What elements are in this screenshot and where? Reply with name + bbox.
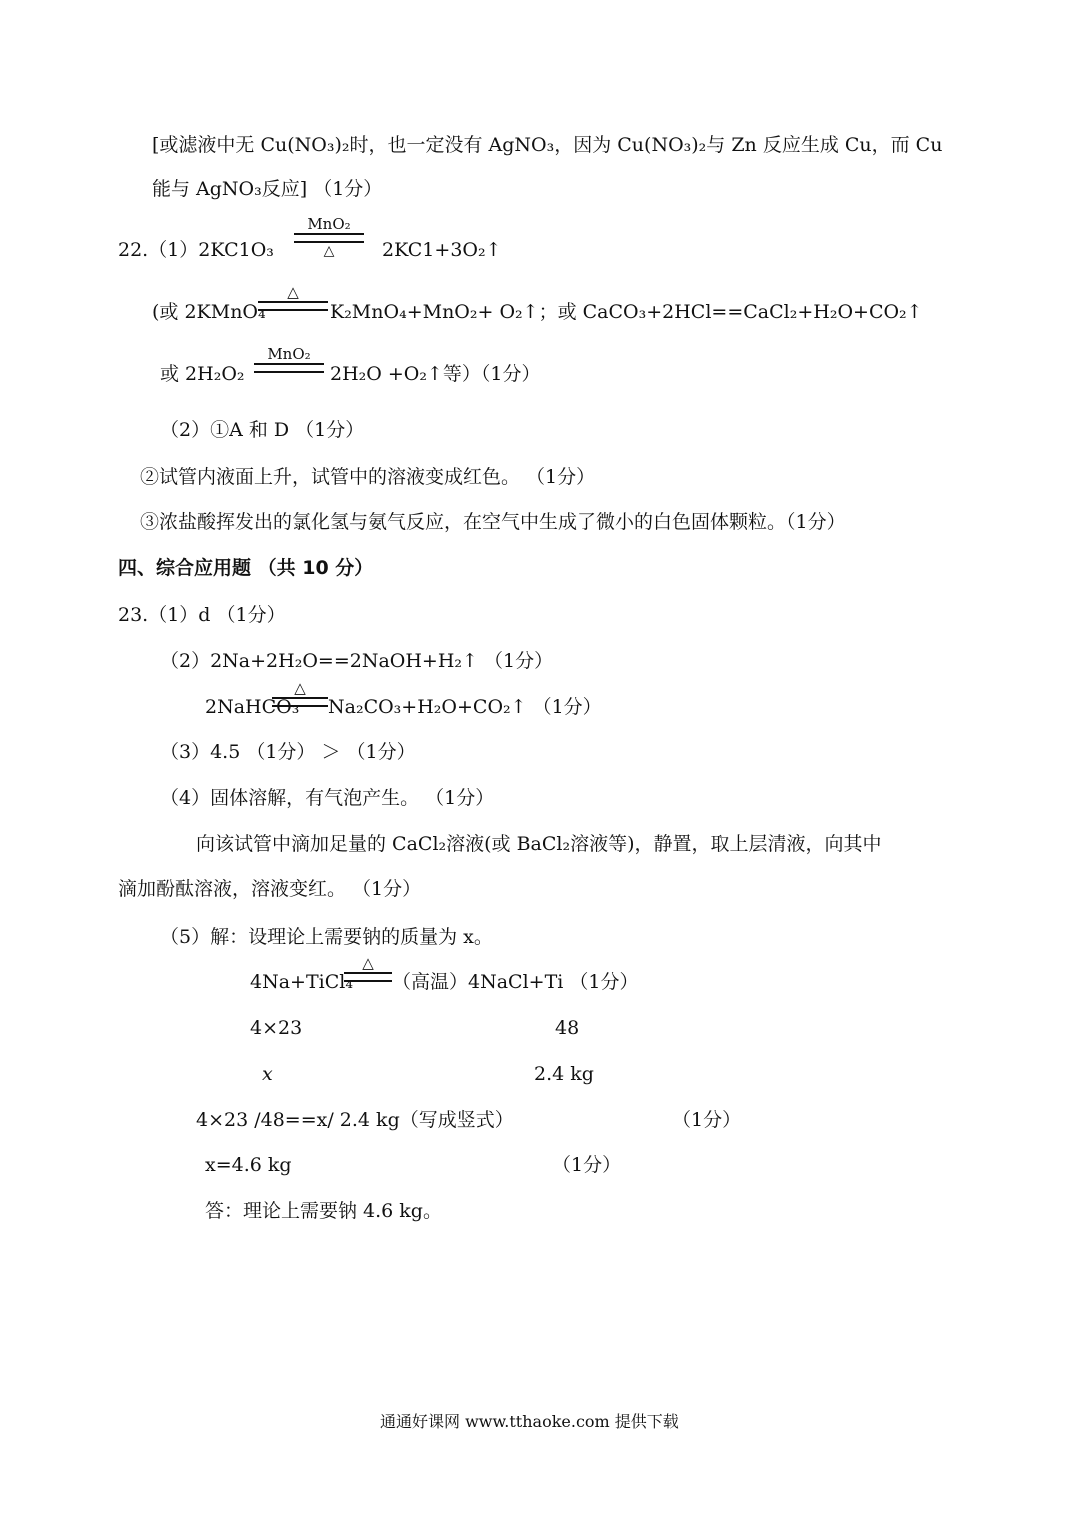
q23-5-result-score: （1分） bbox=[552, 1154, 622, 1176]
condition-mno2-heat-1 bbox=[294, 216, 364, 259]
q23-5-known: 2.4 kg bbox=[534, 1063, 594, 1085]
mno2-label: MnO₂ bbox=[307, 215, 351, 233]
q22-alt1-left: (或 2KMnO₄ bbox=[152, 301, 266, 323]
q23-5-ratio-b: 48 bbox=[555, 1017, 580, 1039]
equal-bars bbox=[344, 972, 392, 982]
q23-5-result: x=4.6 kg bbox=[205, 1154, 292, 1176]
q23-2a: （2）2Na+2H₂O==2NaOH+H₂↑ （1分） bbox=[160, 650, 554, 672]
q23-5-eq-left: 4Na+TiCl₄ bbox=[250, 971, 353, 993]
condition-heat-3 bbox=[344, 955, 392, 982]
q23-5-unknown: x bbox=[262, 1063, 273, 1085]
q23-5: （5）解：设理论上需要钠的质量为 x。 bbox=[160, 926, 493, 948]
delta-label: △ bbox=[362, 954, 374, 972]
q23-5-proportion: 4×23 /48==x/ 2.4 kg（写成竖式） bbox=[196, 1109, 514, 1131]
delta-label: △ bbox=[287, 283, 299, 301]
q23-5-proportion-score: （1分） bbox=[672, 1109, 742, 1131]
section-four-heading: 四、综合应用题 （共 10 分） bbox=[118, 557, 374, 579]
q23-1: 23.（1）d （1分） bbox=[118, 604, 286, 626]
q22-alt2-left: 或 2H₂O₂ bbox=[160, 363, 245, 385]
q22-1-right: 2KC1+3O₂↑ bbox=[382, 239, 502, 261]
line-filtrate-note-cont: 能与 AgNO₃反应] （1分） bbox=[152, 178, 383, 200]
mno2-label: MnO₂ bbox=[267, 345, 311, 363]
equal-bars bbox=[272, 697, 328, 707]
q22-alt2-right: 2H₂O +O₂↑等）（1分） bbox=[330, 363, 541, 385]
q23-4c: 滴加酚酞溶液，溶液变红。 （1分） bbox=[118, 878, 422, 900]
q23-2b-right: Na₂CO₃+H₂O+CO₂↑ （1分） bbox=[328, 696, 602, 718]
q22-1-left: 22.（1）2KC1O₃ bbox=[118, 239, 274, 261]
q23-5-answer: 答：理论上需要钠 4.6 kg。 bbox=[205, 1200, 442, 1222]
page-footer: 通通好课网 www.tthaoke.com 提供下载 bbox=[380, 1412, 679, 1431]
line-filtrate-note: [或滤液中无 Cu(NO₃)₂时，也一定没有 AgNO₃，因为 Cu(NO₃)₂与 Zn 反应生成 Cu，而 Cu bbox=[152, 134, 943, 156]
q22-2: （2）①A 和 D （1分） bbox=[160, 419, 365, 441]
q23-2b-left: 2NaHCO₃ bbox=[205, 696, 300, 718]
delta-label: △ bbox=[294, 679, 306, 697]
equal-bars bbox=[254, 363, 324, 373]
condition-heat-2 bbox=[272, 680, 328, 707]
q22-2c: ③浓盐酸挥发出的氯化氢与氨气反应，在空气中生成了微小的白色固体颗粒。（1分） bbox=[140, 511, 846, 533]
equal-bars bbox=[258, 301, 328, 311]
q22-2b: ②试管内液面上升，试管中的溶液变成红色。 （1分） bbox=[140, 466, 596, 488]
equal-bars bbox=[294, 233, 364, 243]
delta-label: △ bbox=[323, 243, 335, 259]
q23-4: （4）固体溶解，有气泡产生。 （1分） bbox=[160, 787, 495, 809]
q23-4b: 向该试管中滴加足量的 CaCl₂溶液(或 BaCl₂溶液等)，静置，取上层清液，向其中 bbox=[196, 833, 882, 855]
q23-3: （3）4.5 （1分） ＞ （1分） bbox=[160, 741, 416, 763]
q23-5-ratio-a: 4×23 bbox=[250, 1017, 303, 1039]
q22-alt1-right: K₂MnO₄+MnO₂+ O₂↑；或 CaCO₃+2HCl==CaCl₂+H₂O+CO₂↑ bbox=[330, 301, 923, 323]
condition-mno2-2 bbox=[254, 346, 324, 373]
q23-5-eq-right: （高温）4NaCl+Ti （1分） bbox=[392, 971, 639, 993]
condition-heat-1 bbox=[258, 284, 328, 311]
